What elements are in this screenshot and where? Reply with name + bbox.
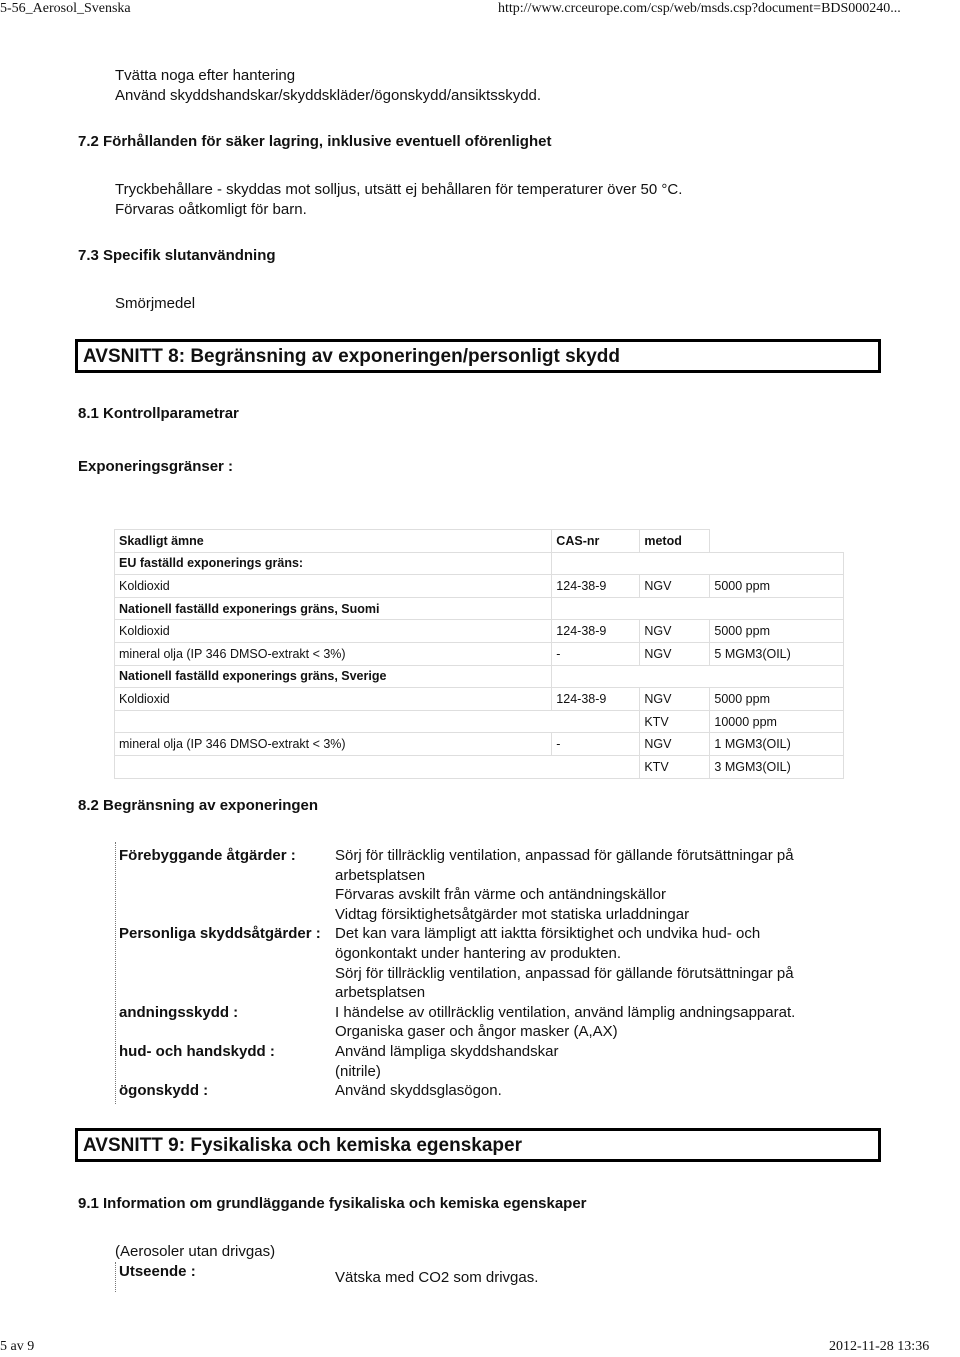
header-cas: CAS-nr [552,530,640,553]
section-8-2-title: 8.2 Begränsning av exponeringen [78,797,319,814]
measure-line: I händelse av otillräcklig ventilation, använd lämplig andningsapparat. [335,1003,796,1021]
section-7-3-text: Smörjmedel [115,295,196,312]
section-8-heading: AVSNITT 8: Begränsning av exponeringen/personligt skydd [75,339,881,373]
method-cell: KTV [640,710,710,733]
measure-text [335,1081,795,1101]
section-9-1-title: 9.1 Information om grundläggande fysikaliska och kemiska egenskaper [78,1195,587,1212]
intro-line-2: Använd skyddshandskar/skyddskläder/ögonskydd/ansiktsskydd. [115,87,542,104]
header-value [710,530,844,553]
measure-line: ögonkontakt under hantering av produkten. [335,944,622,962]
method-cell: NGV [640,733,710,756]
method-cell: NGV [640,620,710,643]
table-header-row [115,530,844,553]
cas-cell: - [552,733,640,756]
measure-row [119,1081,795,1101]
value-cell: 5000 ppm [710,620,844,643]
measure-text [335,924,795,1002]
cas-cell: - [552,642,640,665]
header-document-name: 5-56_Aerosol_Svenska [0,1,131,16]
substance-cell: mineral olja (IP 346 DMSO-extrakt < 3%) [115,733,552,756]
footer-page-number: 5 av 9 [0,1339,35,1354]
measure-text [335,846,795,924]
measure-line: Organiska gaser och ångor masker (A,AX) [335,1023,618,1041]
measure-label: andningsskydd : [119,1003,239,1021]
value-cell: 5000 ppm [710,688,844,711]
measure-line: Sörj för tillräcklig ventilation, anpassad för gällande förutsättningar på [335,964,794,982]
table-row [115,642,844,665]
measure-label: Förebyggande åtgärder : [119,847,296,864]
exposure-limits-table [114,529,844,779]
table-row [115,575,844,598]
table-row [115,733,844,756]
measure-line: Använd skyddsglasögon. [335,1082,502,1100]
left-border-line [115,842,116,1104]
section-8-1-title: 8.1 Kontrollparametrar [78,405,239,422]
measure-text [335,1042,795,1081]
measure-line: Det kan vara lämpligt att iaktta försiktighet och undvika hud- och [335,925,761,943]
appearance-value: Vätska med CO2 som drivgas. [335,1269,539,1286]
table-row [115,597,844,620]
cas-cell: 124-38-9 [552,688,640,711]
value-cell: 5000 ppm [710,575,844,598]
section-7-2-title: 7.2 Förhållanden för säker lagring, inklusive eventuell oförenlighet [78,133,552,150]
appearance-label: Utseende : [119,1263,196,1280]
table-row [115,620,844,643]
measure-label: Personliga skyddsåtgärder : [119,925,321,943]
measure-text [335,1003,795,1042]
substance-cell: Koldioxid [115,620,552,643]
substance-cell: mineral olja (IP 346 DMSO-extrakt < 3%) [115,642,552,665]
table-row [115,710,844,733]
substance-cell [115,755,640,778]
method-cell: KTV [640,755,710,778]
measure-line: Förvaras avskilt från värme och antändningskällor [335,886,666,904]
section-7-3-title: 7.3 Specifik slutanvändning [78,247,276,264]
substance-cell: Koldioxid [115,688,552,711]
section-9-heading: AVSNITT 9: Fysikaliska och kemiska egenskaper [75,1128,881,1162]
table-cell [552,665,844,688]
measure-row [119,924,795,1002]
measure-row [119,1003,795,1042]
value-cell: 5 MGM3(OIL) [710,642,844,665]
section-7-2-line-2: Förvaras oåtkomligt för barn. [115,201,307,218]
value-cell: 1 MGM3(OIL) [710,733,844,756]
group-label: EU faställd exponerings gräns: [115,552,552,575]
footer-timestamp: 2012-11-28 13:36 [829,1339,930,1354]
protection-measures [119,846,795,1101]
measure-line: arbetsplatsen [335,984,426,1002]
measure-label: hud- och handskydd : [119,1042,275,1060]
header-url: http://www.crceurope.com/csp/web/msds.csp?document=BDS000240... [498,1,901,16]
group-label: Nationell faställd exponerings gräns, Sverige [115,665,552,688]
method-cell: NGV [640,642,710,665]
exposure-limits-label: Exponeringsgränser : [78,458,234,475]
measure-label: ögonskydd : [119,1082,209,1100]
cas-cell: 124-38-9 [552,575,640,598]
left-border-line [115,1262,116,1292]
intro-line-1: Tvätta noga efter hantering [115,67,296,84]
measure-line: Använd lämpliga skyddshandskar [335,1042,559,1060]
measure-row [119,846,795,924]
value-cell: 3 MGM3(OIL) [710,755,844,778]
measure-line: Sörj för tillräcklig ventilation, anpassad för gällande förutsättningar på [335,847,794,864]
measure-line: (nitrile) [335,1062,381,1080]
measure-line: Vidtag försiktighetsåtgärder mot statiska urladdningar [335,905,690,923]
table-row [115,688,844,711]
table-row [115,665,844,688]
group-label: Nationell faställd exponerings gräns, Suomi [115,597,552,620]
cas-cell: 124-38-9 [552,620,640,643]
section-7-2-line-1: Tryckbehållare - skyddas mot solljus, utsätt ej behållaren för temperaturer över 50 °C. [115,181,683,198]
table-cell [552,552,844,575]
header-substance: Skadligt ämne [115,530,552,553]
table-row [115,755,844,778]
substance-cell [115,710,640,733]
aerosol-note: (Aerosoler utan drivgas) [115,1243,276,1260]
table-row [115,552,844,575]
header-method: metod [640,530,710,553]
method-cell: NGV [640,688,710,711]
substance-cell: Koldioxid [115,575,552,598]
value-cell: 10000 ppm [710,710,844,733]
measure-line: arbetsplatsen [335,866,426,884]
table-cell [552,597,844,620]
method-cell: NGV [640,575,710,598]
measure-row [119,1042,795,1081]
